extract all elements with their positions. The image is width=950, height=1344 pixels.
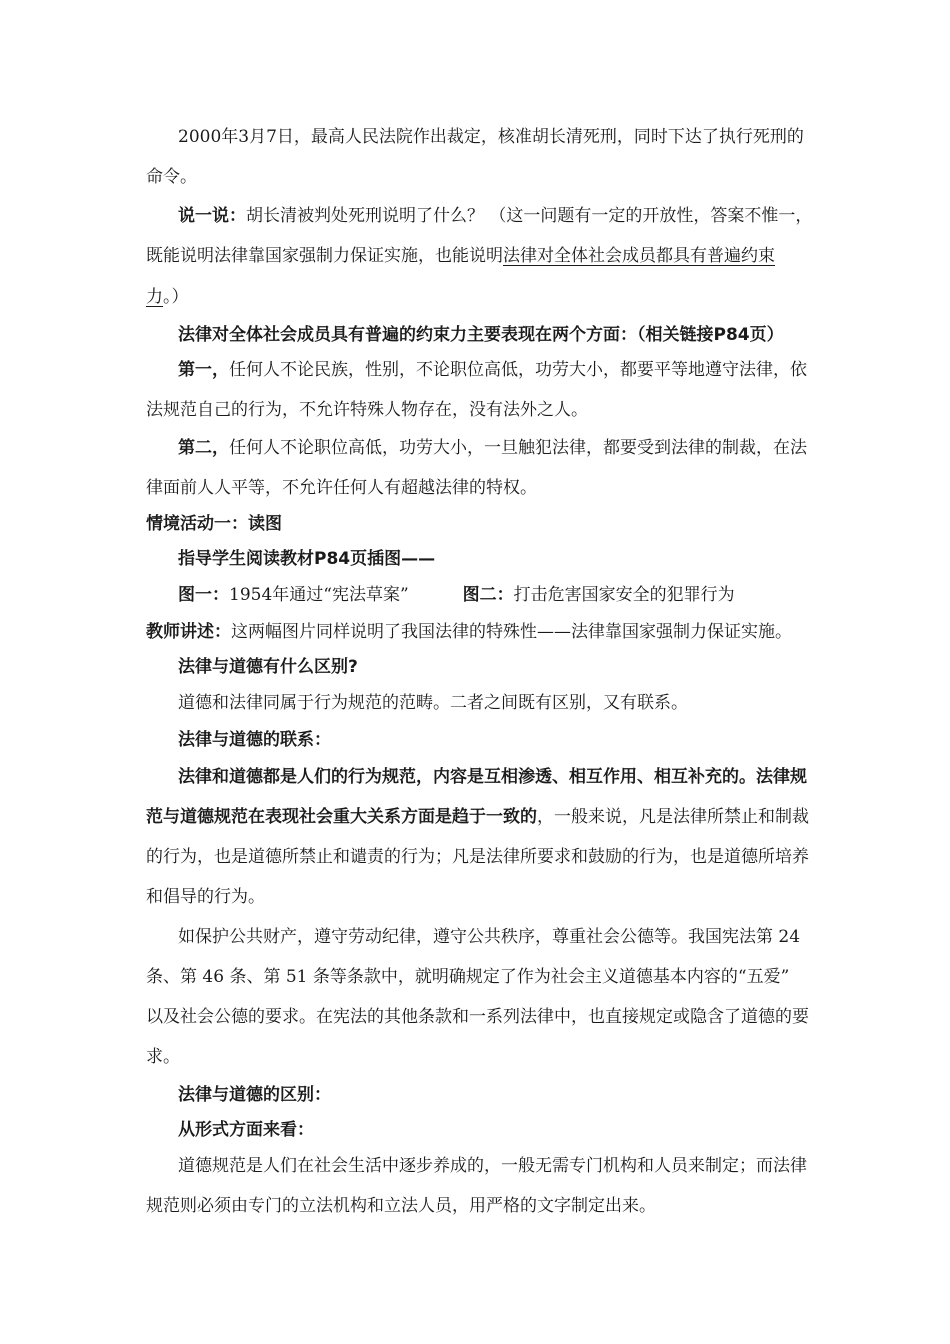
section-heading: 法律与道德的区别： bbox=[178, 1085, 331, 1105]
discussion-text: 。） bbox=[163, 287, 189, 307]
guide-line: 指导学生阅读教材P84页插图—— bbox=[178, 549, 436, 569]
paragraph-line: 和倡导的行为。 bbox=[146, 887, 265, 907]
paragraph-line: 以及社会公德的要求。在宪法的其他条款和一系列法律中，也直接规定或隐含了道德的要 bbox=[146, 1007, 809, 1027]
discussion-label: 说一说： bbox=[178, 206, 246, 226]
section-heading: 从形式方面来看： bbox=[178, 1120, 314, 1140]
bold-text: 范与道德规范在表现社会重大关系方面是趋于一致的 bbox=[146, 807, 537, 827]
figure-caption: 打击危害国家安全的犯罪行为 bbox=[513, 585, 735, 605]
section-heading: 法律与道德的联系： bbox=[178, 730, 331, 750]
paragraph-line: 如保护公共财产，遵守劳动纪律，遵守公共秩序，尊重社会公德等。我国宪法第 24 bbox=[178, 927, 801, 947]
paragraph-line: 条、第 46 条、第 51 条等条款中，就明确规定了作为社会主义道德基本内容的“五爱” bbox=[146, 967, 790, 987]
point-text: 任何人不论职位高低，功劳大小，一旦触犯法律，都要受到法律的制裁，在法 bbox=[229, 438, 807, 458]
paragraph-line: 法律和道德都是人们的行为规范，内容是互相渗透、相互作用、相互补充的。法律规 bbox=[178, 767, 807, 787]
point-line bbox=[178, 437, 807, 459]
paragraph-line: 道德规范是人们在社会生活中逐步养成的，一般无需专门机构和人员来制定；而法律 bbox=[178, 1156, 807, 1176]
paragraph-line bbox=[146, 806, 809, 828]
point-line bbox=[178, 359, 807, 381]
teacher-text: 这两幅图片同样说明了我国法律的特殊性——法律靠国家强制力保证实施。 bbox=[231, 622, 792, 642]
paragraph-line: 2000年3月7日，最高人民法院作出裁定，核准胡长清死刑，同时下达了执行死刑的 bbox=[178, 127, 804, 147]
figure-caption: 1954年通过“宪法草案” bbox=[229, 585, 409, 605]
paragraph-line: 道德和法律同属于行为规范的范畴。二者之间既有区别，又有联系。 bbox=[178, 693, 688, 713]
discussion-text: 既能说明法律靠国家强制力保证实施，也能说明 bbox=[146, 246, 503, 266]
discussion-line bbox=[178, 205, 812, 227]
underlined-text: 力 bbox=[146, 287, 163, 307]
paragraph-line: 求。 bbox=[146, 1047, 180, 1067]
underlined-text: 法律对全体社会成员都具有普遍约束 bbox=[503, 246, 775, 266]
figure-label: 图一： bbox=[178, 585, 229, 605]
section-heading: 法律对全体社会成员具有普遍的约束力主要表现在两个方面：（相关链接P84页） bbox=[178, 325, 784, 345]
paragraph-line: 规范则必须由专门的立法机构和立法人员，用严格的文字制定出来。 bbox=[146, 1196, 656, 1216]
point-label: 第二， bbox=[178, 438, 229, 458]
point-text: 任何人不论民族，性别，不论职位高低，功劳大小，都要平等地遵守法律，依 bbox=[229, 360, 807, 380]
discussion-line bbox=[146, 245, 775, 267]
teacher-line bbox=[146, 621, 792, 643]
paragraph-line: 律面前人人平等，不允许任何人有超越法律的特权。 bbox=[146, 478, 537, 498]
discussion-text: 胡长清被判处死刑说明了什么？ （这一问题有一定的开放性，答案不惟一， bbox=[246, 206, 813, 226]
paragraph-line: 的行为，也是道德所禁止和谴责的行为；凡是法律所要求和鼓励的行为，也是道德所培养 bbox=[146, 847, 809, 867]
paragraph-text: ，一般来说，凡是法律所禁止和制裁 bbox=[537, 807, 809, 827]
figure-label: 图二： bbox=[462, 585, 514, 605]
activity-heading: 情境活动一：读图 bbox=[146, 514, 282, 534]
figures-line bbox=[178, 584, 735, 606]
question-heading: 法律与道德有什么区别? bbox=[178, 657, 358, 677]
discussion-line bbox=[146, 286, 189, 308]
point-label: 第一， bbox=[178, 360, 229, 380]
paragraph-line: 命令。 bbox=[146, 167, 197, 187]
teacher-label: 教师讲述： bbox=[146, 622, 231, 642]
paragraph-line: 法规范自己的行为，不允许特殊人物存在，没有法外之人。 bbox=[146, 400, 588, 420]
